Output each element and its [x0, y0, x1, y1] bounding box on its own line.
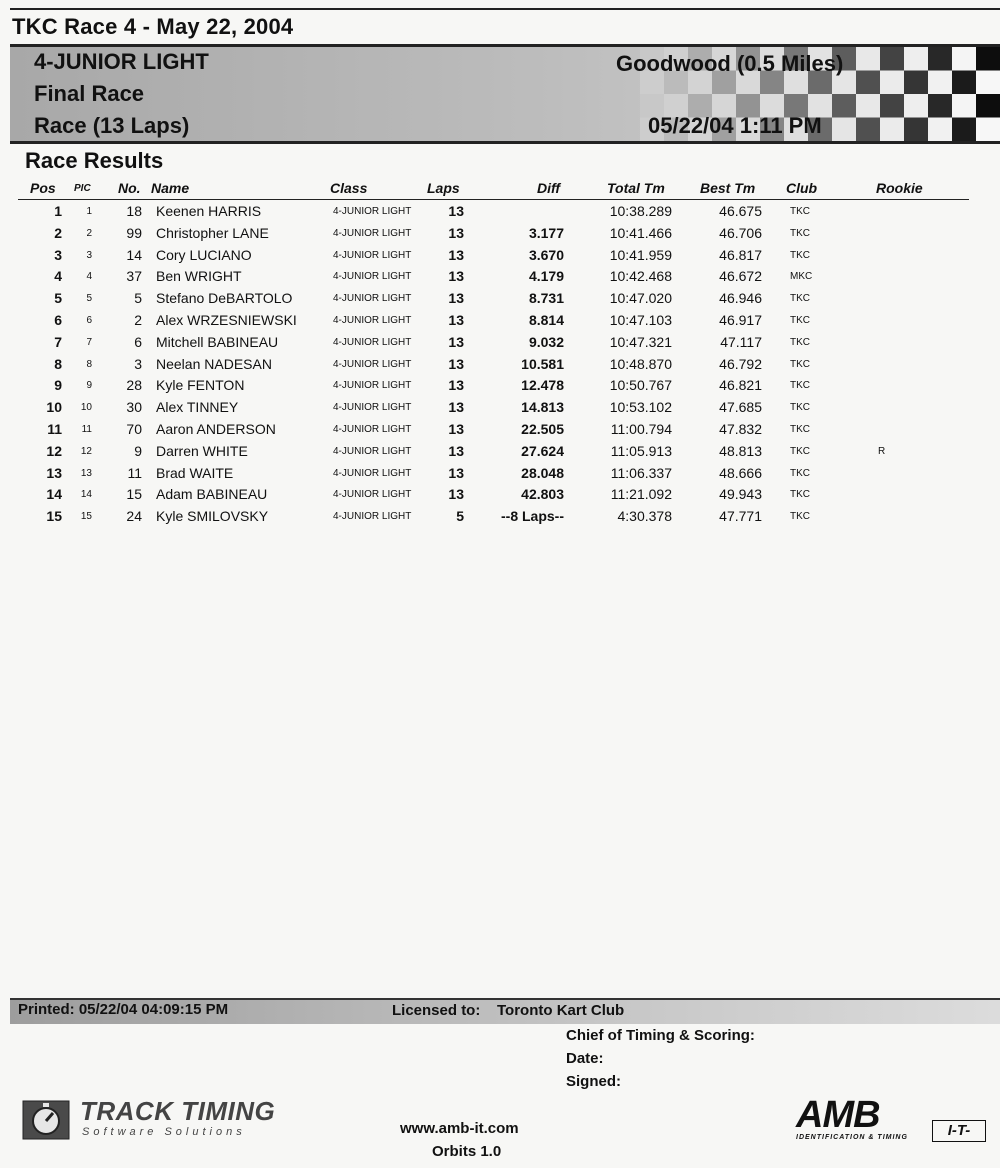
- cell-diff: 8.814: [528, 312, 564, 328]
- cell-number: 28: [126, 377, 142, 394]
- cell-club: TKC: [790, 511, 810, 523]
- amb-tagline: IDENTIFICATION & TIMING: [796, 1134, 908, 1141]
- cell-best-time: 46.672: [719, 268, 762, 285]
- cell-name: Mitchell BABINEAU: [156, 333, 279, 350]
- col-header-class: Class: [330, 180, 368, 196]
- cell-pos: 12: [46, 442, 62, 459]
- cell-laps: 13: [448, 421, 464, 437]
- cell-name: Keenen HARRIS: [156, 203, 262, 219]
- cell-name: Ben WRIGHT: [156, 268, 242, 285]
- cell-club: TKC: [790, 402, 810, 414]
- cell-best-time: 49.943: [719, 486, 762, 503]
- cell-total-time: 10:53.102: [609, 399, 672, 416]
- track-timing-logo: [22, 1096, 312, 1144]
- cell-pic: 10: [80, 402, 92, 414]
- cell-pos: 9: [54, 377, 62, 394]
- cell-best-time: 46.792: [719, 355, 762, 372]
- cell-club: TKC: [790, 336, 810, 348]
- table-row: [0, 201, 1000, 223]
- checker-square: [928, 47, 952, 71]
- cell-total-time: 10:47.020: [609, 290, 672, 307]
- cell-laps: 13: [448, 268, 464, 285]
- cell-class: 4-JUNIOR LIGHT: [333, 511, 412, 523]
- checker-square: [952, 118, 976, 142]
- checker-square: [880, 71, 904, 95]
- cell-class: 4-JUNIOR LIGHT: [333, 402, 412, 414]
- cell-number: 14: [126, 246, 142, 263]
- checker-square: [904, 94, 928, 118]
- top-rule: [10, 8, 1000, 10]
- cell-number: 15: [126, 486, 142, 503]
- cell-laps: 13: [448, 377, 464, 394]
- cell-number: 37: [126, 268, 142, 285]
- cell-diff: 12.478: [521, 377, 564, 394]
- cell-name: Darren WHITE: [156, 442, 248, 459]
- cell-total-time: 10:41.466: [609, 224, 672, 241]
- cell-pos: 11: [47, 421, 62, 437]
- table-row: [0, 288, 1000, 310]
- cell-pos: 5: [54, 290, 62, 307]
- cell-pic: 2: [86, 227, 92, 239]
- cell-number: 5: [134, 290, 142, 307]
- cell-class: 4-JUNIOR LIGHT: [333, 489, 412, 501]
- cell-name: Kyle SMILOVSKY: [156, 508, 269, 525]
- cell-diff: 8.731: [528, 290, 564, 307]
- cell-diff: 4.179: [528, 268, 564, 285]
- cell-number: 18: [126, 203, 142, 219]
- cell-best-time: 48.813: [719, 442, 762, 459]
- cell-class: 4-JUNIOR LIGHT: [333, 358, 412, 370]
- cell-laps: 13: [448, 224, 464, 241]
- col-header-best: Best Tm: [700, 180, 756, 196]
- checker-square: [976, 94, 1000, 118]
- checker-square: [856, 94, 880, 118]
- cell-class: 4-JUNIOR LIGHT: [333, 271, 412, 283]
- cell-total-time: 11:21.092: [610, 486, 672, 503]
- track-timing-title: TRACK TIMING: [80, 1096, 276, 1126]
- cell-name: Adam BABINEAU: [156, 486, 268, 503]
- cell-best-time: 47.771: [719, 508, 762, 525]
- race-laps: Race (13 Laps): [34, 113, 190, 138]
- cell-name: Stefano DeBARTOLO: [156, 290, 293, 307]
- checker-square: [832, 118, 856, 142]
- cell-club: TKC: [790, 489, 810, 501]
- checker-square: [952, 47, 976, 71]
- cell-class: 4-JUNIOR LIGHT: [333, 467, 412, 479]
- cell-name: Alex TINNEY: [156, 399, 239, 416]
- cell-total-time: 4:30.378: [617, 508, 672, 525]
- cell-pic: 4: [86, 271, 92, 283]
- cell-best-time: 46.706: [719, 224, 762, 241]
- table-row: [0, 266, 1000, 288]
- checker-square: [976, 118, 1000, 142]
- cell-diff: 10.581: [521, 355, 564, 372]
- cell-club: TKC: [790, 227, 810, 239]
- cell-diff: 28.048: [521, 464, 564, 481]
- cell-total-time: 11:06.337: [610, 464, 672, 481]
- cell-name: Brad WAITE: [156, 464, 234, 481]
- amb-it-box: I-T-: [932, 1120, 986, 1142]
- cell-best-time: 46.817: [719, 246, 762, 263]
- table-row: [0, 223, 1000, 245]
- cell-diff: 42.803: [521, 486, 564, 503]
- cell-club: TKC: [790, 206, 810, 217]
- licensed-label: Licensed to:: [392, 1002, 481, 1019]
- cell-total-time: 10:48.870: [609, 355, 672, 372]
- cell-pic: 12: [80, 445, 92, 457]
- cell-number: 24: [126, 508, 142, 525]
- cell-number: 9: [134, 442, 142, 459]
- checker-square: [904, 71, 928, 95]
- cell-pic: 5: [86, 293, 92, 305]
- checker-square: [928, 118, 952, 142]
- chief-of-timing-label: Chief of Timing & Scoring:: [566, 1027, 755, 1044]
- cell-club: TKC: [790, 249, 810, 261]
- cell-pos: 4: [54, 268, 62, 285]
- cell-total-time: 10:42.468: [609, 268, 672, 285]
- cell-best-time: 46.821: [719, 377, 762, 394]
- col-header-laps: Laps: [427, 180, 460, 196]
- cell-diff: 3.177: [528, 224, 564, 241]
- cell-total-time: 10:47.103: [609, 312, 672, 328]
- cell-number: 99: [126, 224, 142, 241]
- cell-name: Aaron ANDERSON: [156, 421, 276, 437]
- software-version: Orbits 1.0: [432, 1143, 502, 1160]
- amb-logo: [790, 1094, 990, 1150]
- cell-pic: 3: [86, 249, 92, 261]
- race-datetime: 05/22/04 1:11 PM: [648, 113, 822, 138]
- table-row: [0, 375, 1000, 397]
- page-title: TKC Race 4 - May 22, 2004: [12, 14, 294, 39]
- cell-best-time: 48.666: [719, 464, 762, 481]
- checker-square: [952, 71, 976, 95]
- cell-class: 4-JUNIOR LIGHT: [333, 445, 412, 457]
- track-timing-subtitle: Software Solutions: [82, 1126, 246, 1138]
- checker-square: [856, 47, 880, 71]
- cell-laps: 13: [448, 290, 464, 307]
- website-url: www.amb-it.com: [400, 1120, 519, 1137]
- checker-square: [928, 94, 952, 118]
- checker-square: [976, 47, 1000, 71]
- checker-square: [880, 94, 904, 118]
- checker-square: [880, 47, 904, 71]
- cell-club: MKC: [790, 271, 813, 283]
- cell-number: 3: [134, 355, 142, 372]
- cell-pic: 8: [86, 358, 92, 370]
- track-name: Goodwood (0.5 Miles): [616, 51, 844, 76]
- cell-best-time: 47.832: [719, 421, 762, 437]
- cell-pos: 10: [46, 399, 62, 416]
- checker-square: [856, 71, 880, 95]
- cell-total-time: 11:00.794: [610, 421, 672, 437]
- cell-total-time: 10:38.289: [609, 203, 672, 219]
- stopwatch-icon: [22, 1100, 70, 1140]
- checker-square: [832, 94, 856, 118]
- cell-pic: 7: [86, 336, 92, 348]
- cell-best-time: 46.917: [719, 312, 762, 328]
- header-rule: [18, 199, 969, 200]
- cell-diff: 9.032: [528, 333, 564, 350]
- cell-name: Kyle FENTON: [156, 377, 245, 394]
- cell-diff: 27.624: [521, 442, 564, 459]
- cell-class: 4-JUNIOR LIGHT: [333, 380, 412, 392]
- cell-laps: 13: [448, 203, 464, 219]
- cell-laps: 13: [448, 355, 464, 372]
- cell-laps: 13: [448, 399, 464, 416]
- cell-laps: 5: [456, 508, 464, 525]
- table-row: [0, 463, 1000, 485]
- cell-pos: 3: [54, 246, 62, 263]
- cell-total-time: 10:47.321: [609, 333, 672, 350]
- cell-name: Neelan NADESAN: [156, 355, 272, 372]
- col-header-pic: PIC: [74, 183, 91, 194]
- results-table-header: [0, 178, 1000, 200]
- cell-number: 70: [126, 421, 142, 437]
- cell-pic: 11: [81, 424, 92, 435]
- cell-laps: 13: [448, 464, 464, 481]
- cell-pos: 8: [54, 355, 62, 372]
- checker-square: [976, 71, 1000, 95]
- cell-total-time: 10:41.959: [609, 246, 672, 263]
- cell-class: 4-JUNIOR LIGHT: [333, 249, 412, 261]
- cell-pic: 6: [86, 315, 92, 326]
- printed-timestamp: Printed: 05/22/04 04:09:15 PM: [18, 1001, 229, 1018]
- cell-club: TKC: [790, 445, 810, 457]
- cell-name: Cory LUCIANO: [156, 246, 252, 263]
- cell-diff: 14.813: [521, 399, 564, 416]
- cell-pos: 13: [46, 464, 62, 481]
- table-row: [0, 397, 1000, 419]
- cell-best-time: 47.117: [720, 333, 762, 350]
- cell-class: 4-JUNIOR LIGHT: [333, 227, 412, 239]
- col-header-name: Name: [151, 180, 190, 196]
- checker-square: [904, 47, 928, 71]
- cell-pic: 9: [86, 380, 92, 392]
- cell-pic: 13: [80, 467, 92, 479]
- checker-square: [904, 118, 928, 142]
- table-row: [0, 506, 1000, 528]
- cell-pos: 15: [46, 508, 62, 525]
- table-row: [0, 310, 1000, 332]
- cell-best-time: 46.675: [719, 203, 762, 219]
- cell-name: Alex WRZESNIEWSKI: [156, 312, 297, 328]
- cell-best-time: 46.946: [719, 290, 762, 307]
- cell-club: TKC: [790, 358, 810, 370]
- cell-number: 6: [134, 333, 142, 350]
- cell-club: TKC: [790, 424, 810, 435]
- checker-square: [952, 94, 976, 118]
- table-row: [0, 245, 1000, 267]
- table-row: [0, 419, 1000, 441]
- licensed-value: Toronto Kart Club: [497, 1002, 625, 1019]
- table-row: [0, 332, 1000, 354]
- col-header-club: Club: [786, 180, 818, 196]
- race-banner: [10, 44, 1000, 144]
- table-row: [0, 484, 1000, 506]
- table-row: [0, 441, 1000, 463]
- cell-pos: 7: [54, 333, 62, 350]
- col-header-total: Total Tm: [607, 180, 665, 196]
- cell-name: Christopher LANE: [156, 224, 269, 241]
- cell-laps: 13: [448, 486, 464, 503]
- cell-total-time: 10:50.767: [609, 377, 672, 394]
- cell-class: 4-JUNIOR LIGHT: [333, 336, 412, 348]
- cell-laps: 13: [448, 442, 464, 459]
- cell-diff: 22.505: [521, 421, 564, 437]
- cell-diff: 3.670: [528, 246, 564, 263]
- cell-pic: 14: [80, 489, 92, 501]
- checker-square: [928, 71, 952, 95]
- cell-pic: 15: [80, 511, 92, 523]
- cell-pos: 14: [46, 486, 62, 503]
- cell-pos: 2: [54, 224, 62, 241]
- cell-laps: 13: [448, 246, 464, 263]
- cell-club: TKC: [790, 467, 810, 479]
- cell-class: 4-JUNIOR LIGHT: [333, 293, 412, 305]
- col-header-rookie: Rookie: [876, 180, 923, 196]
- col-header-pos: Pos: [30, 180, 56, 196]
- col-header-no: No.: [118, 180, 141, 196]
- checker-square: [880, 118, 904, 142]
- cell-class: 4-JUNIOR LIGHT: [333, 424, 412, 435]
- class-name: 4-JUNIOR LIGHT: [34, 49, 209, 74]
- cell-number: 11: [127, 464, 142, 481]
- race-type: Final Race: [34, 81, 145, 106]
- cell-rookie: R: [878, 445, 886, 457]
- cell-pos: 6: [54, 312, 62, 328]
- cell-laps: 13: [448, 312, 464, 328]
- cell-laps: 13: [448, 333, 464, 350]
- checker-square: [856, 118, 880, 142]
- cell-pos: 1: [54, 203, 62, 219]
- cell-class: 4-JUNIOR LIGHT: [333, 206, 412, 217]
- col-header-diff: Diff: [537, 180, 561, 196]
- cell-club: TKC: [790, 293, 810, 305]
- table-row: [0, 354, 1000, 376]
- cell-club: TKC: [790, 315, 810, 326]
- section-title: Race Results: [25, 148, 164, 173]
- signed-label: Signed:: [566, 1073, 621, 1090]
- cell-pic: 1: [86, 206, 92, 217]
- cell-class: 4-JUNIOR LIGHT: [333, 315, 412, 326]
- cell-diff: --8 Laps--: [501, 508, 564, 525]
- cell-number: 30: [126, 399, 142, 416]
- cell-club: TKC: [790, 380, 810, 392]
- cell-best-time: 47.685: [719, 399, 762, 416]
- amb-wordmark: AMB: [796, 1094, 880, 1136]
- date-label: Date:: [566, 1050, 604, 1067]
- cell-total-time: 11:05.913: [610, 442, 672, 459]
- cell-number: 2: [134, 312, 142, 328]
